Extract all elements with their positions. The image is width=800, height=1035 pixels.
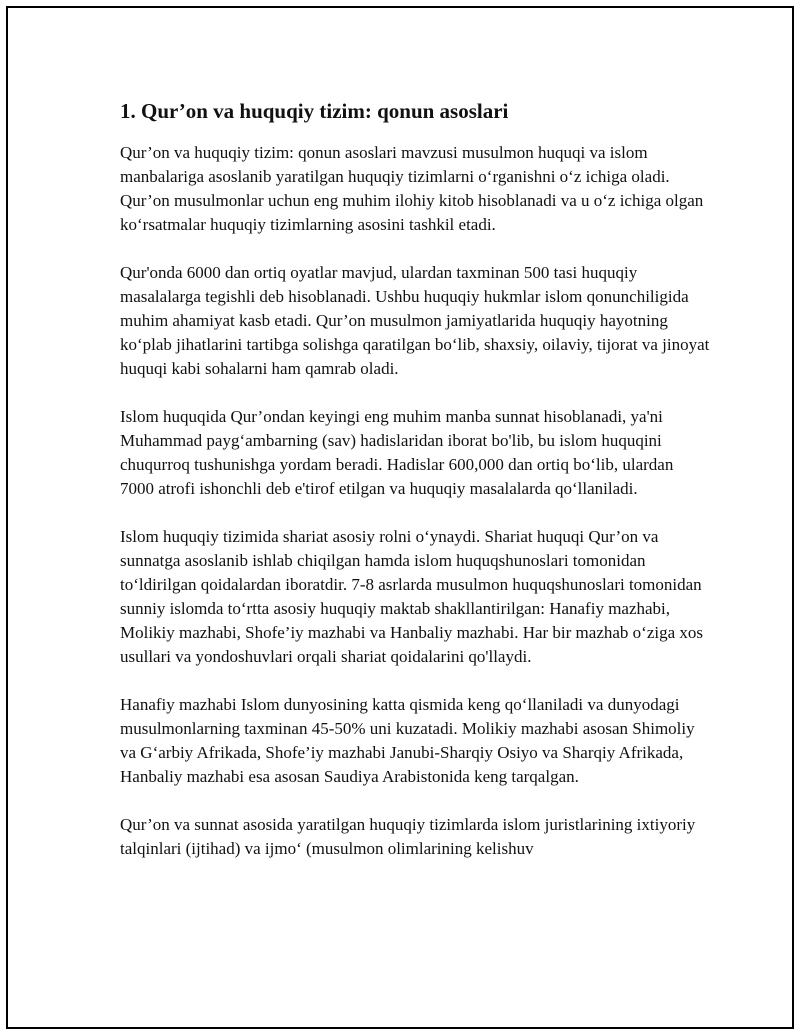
paragraph-2: Qur'onda 6000 dan ortiq oyatlar mavjud, ulardan taxminan 500 tasi huquqiy masalalarga tegishli deb hisoblanadi. Ushbu huquqiy hukmlar islom qonunchiligida muhim ahamiyat kasb etadi. Qur’on musulmon jamiyatlarida huquqiy hayotning ko‘plab jihatlarini tartibga solishga qaratilgan bo‘lib, shaxsiy, oilaviy, tijorat va jinoyat huquqi kabi sohalarni ham qamrab oladi. — [120, 263, 710, 378]
paragraph-4: Islom huquqiy tizimida shariat asosiy rolni o‘ynaydi. Shariat huquqi Qur’on va sunnatga asoslanib ishlab chiqilgan hamda islom huquqshunoslari tomonidan to‘ldirilgan qoidalardan iboratdir. 7-8 asrlarda musulmon huquqshunoslari tomonidan sunniy islomda to‘rtta asosiy huquqiy maktab shakllantirilgan: Hanafiy mazhabi, Molikiy mazhabi, Shofe’iy mazhabi va Hanbaliy mazhabi. Har bir mazhab o‘ziga xos usullari va yondoshuvlari orqali shariat qoidalarini qo'llaydi. — [120, 527, 704, 666]
paragraph-3: Islom huquqida Qur’ondan keyingi eng muhim manba sunnat hisoblanadi, ya'ni Muhammad payg‘ambarning (sav) hadislaridan iborat bo'lib, bu islom huquqini chuqurroq tushunishga yordam beradi. Hadislar 600,000 dan ortiq bo‘lib, ulardan 7000 atrofi ishonchli deb e'tirof etilgan va huquqiy masalalarda qo‘llaniladi. — [120, 407, 674, 498]
document-page — [6, 6, 794, 1029]
section-title: 1. Qur’on va huquqiy tizim: qonun asoslari — [120, 99, 509, 123]
paragraph-6: Qur’on va sunnat asosida yaratilgan huquqiy tizimlarda islom juristlarining ixtiyoriy talqinlari (ijtihad) va ijmo‘ (musulmon olimlarining kelishuv — [120, 815, 696, 858]
document-content — [120, 96, 710, 885]
paragraph-5: Hanafiy mazhabi Islom dunyosining katta qismida keng qo‘llaniladi va dunyodagi musulmonlarning taxminan 45-50% uni kuzatadi. Molikiy mazhabi asosan Shimoliy va G‘arbiy Afrikada, Shofe’iy mazhabi Janubi-Sharqiy Osiyo va Sharqiy Afrikada, Hanbaliy mazhabi esa asosan Saudiya Arabistonida keng tarqalgan. — [120, 695, 695, 786]
paragraph-1: Qur’on va huquqiy tizim: qonun asoslari mavzusi musulmon huquqi va islom manbalariga asoslanib yaratilgan huquqiy tizimlarni o‘rganishni o‘z ichiga oladi. Qur’on musulmonlar uchun eng muhim ilohiy kitob hisoblanadi va u o‘z ichiga olgan ko‘rsatmalar huquqiy tizimlarning asosini tashkil etadi. — [120, 143, 704, 234]
